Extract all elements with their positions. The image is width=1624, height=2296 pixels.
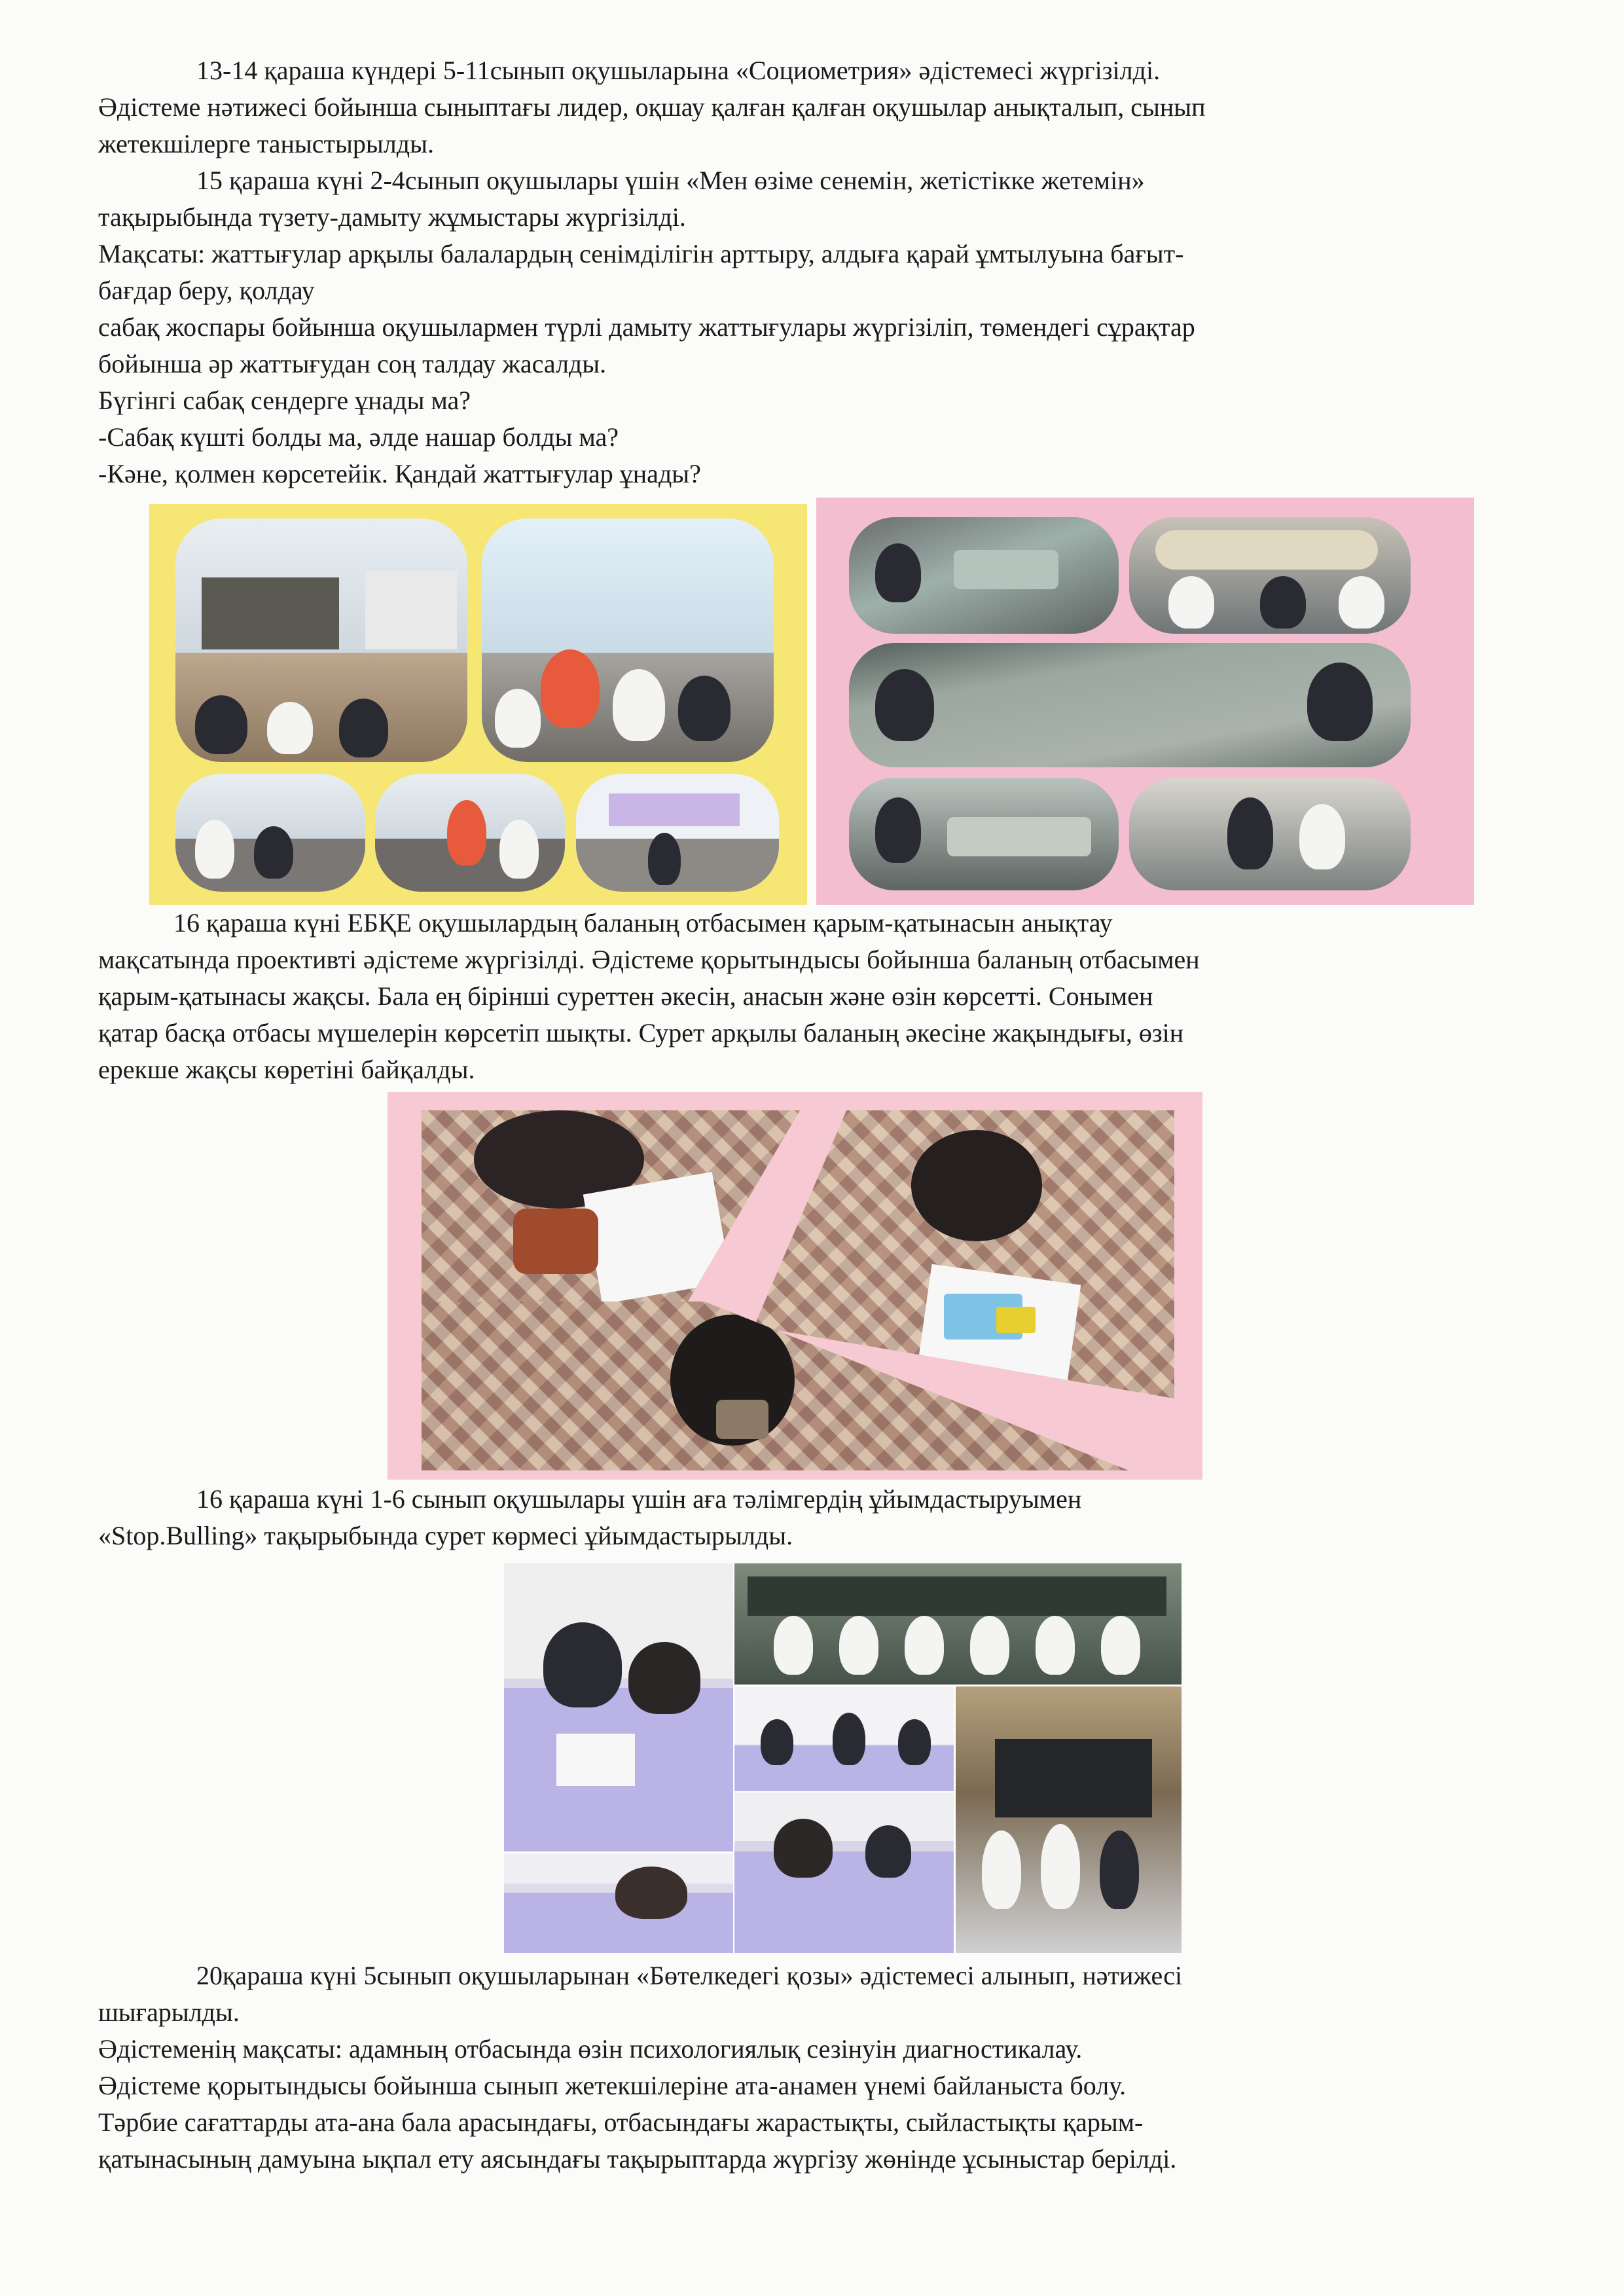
photo-collage-exhibition [504, 1563, 1182, 1953]
paragraph-stop-bulling-line2: «Stop.Bulling» тақырыбында сурет көрмесі ұйымдастырылды. [98, 1521, 793, 1550]
paragraph-plan-line2: бойынша әр жаттығудан соң талдау жасалды. [98, 349, 607, 378]
photo-classroom-3 [175, 774, 365, 892]
photo-game-1 [849, 517, 1119, 634]
photo-drawing-1 [422, 1110, 800, 1304]
paragraph-sociometry-line3: жетекшілерге таныстырылды. [98, 129, 434, 158]
photo-game-2 [1129, 517, 1411, 634]
paragraph-training: 15 қараша күні 2-4сынып оқушылары үшін «Мен өзіме сенемін, жетістікке жетемін» [196, 166, 1145, 195]
paragraph-plan: сабақ жоспары бойынша оқушылармен түрлі дамыту жаттығулары жүргізіліп, төмендегі сұрақтар [98, 312, 1195, 342]
paragraph-projective-line3: қарым-қатынасы жақсы. Бала ең бірінші суреттен әкесін, анасын және өзін көрсетті. Сонымен [98, 981, 1153, 1011]
photo-game-5 [1129, 778, 1411, 890]
photo-classroom-5 [576, 774, 779, 892]
photo-exhibition-3 [734, 1686, 954, 1791]
photo-exhibition-2 [734, 1563, 1182, 1685]
question-2: -Сабақ күшті болды ма, әлде нашар болды ма? [98, 422, 619, 452]
text-block-1 [98, 52, 1479, 492]
paragraph-projective: 16 қараша күні ЕБҚЕ оқушылардың баланың отбасымен қарым-қатынасын анықтау [173, 908, 1113, 938]
photo-collage-classroom [149, 504, 807, 905]
paragraph-method-goal: Әдістеменің мақсаты: адамның отбасында өзін психологиялық сезінуін диагностикалау. [98, 2034, 1083, 2064]
paragraph-method-result: Әдістеме қорытындысы бойынша сынып жетекшілеріне ата-анамен үнемі байланыста болу. [98, 2071, 1127, 2100]
paragraph-sociometry-line2: Әдістеме нәтижесі бойынша сыныптағы лидер, оқшау қалған қалған оқушылар анықталып, сынып [98, 92, 1206, 122]
paragraph-bottle-lamb: 20қараша күні 5сынып оқушыларынан «Бөтелкедегі қозы» әдістемесі алынып, нәтижесі [196, 1961, 1183, 1990]
photo-game-4 [849, 778, 1119, 890]
photo-exhibition-5 [504, 1853, 733, 1953]
photo-collage-drawing [388, 1092, 1202, 1480]
text-block-4 [98, 1958, 1479, 2178]
paragraph-projective-line2: мақсатында проективті әдістеме жүргізілді. Әдістеме қорытындысы бойынша баланың отбасымен [98, 945, 1200, 974]
text-block-3 [98, 1481, 1479, 1554]
photo-collage-game [816, 498, 1474, 905]
question-1: Бүгінгі сабақ сендерге ұнады ма? [98, 386, 471, 415]
paragraph-projective-line4: қатар басқа отбасы мүшелерін көрсетіп шықты. Сурет арқылы баланың әкесіне жақындығы, өзін [98, 1018, 1184, 1048]
photo-exhibition-6 [734, 1793, 954, 1953]
paragraph-sociometry: 13-14 қараша күндері 5-11сынып оқушыларына «Социометрия» әдістемесі жүргізілді. [196, 56, 1161, 85]
photo-exhibition-1 [504, 1563, 733, 1851]
photo-game-3 [849, 643, 1411, 767]
paragraph-bottle-lamb-line2: шығарылды. [98, 1997, 240, 2027]
paragraph-goal: Мақсаты: жаттығулар арқылы балалардың сенімділігін арттыру, алдыға қарай ұмтылуына бағыт- [98, 239, 1184, 268]
question-3: -Кәне, қолмен көрсетейік. Қандай жаттығулар ұнады? [98, 459, 701, 488]
paragraph-stop-bulling: 16 қараша күні 1-6 сынып оқушылары үшін аға тәлімгердің ұйымдастыруымен [196, 1484, 1082, 1514]
paragraph-recommendation: Тәрбие сағаттарды ата-ана бала арасындағы, отбасындағы жарастықты, сыйластықты қарым- [98, 2107, 1144, 2137]
paragraph-projective-line5: ерекше жақсы көретіні байқалды. [98, 1055, 475, 1084]
photo-classroom-2 [482, 519, 774, 762]
text-block-2 [98, 905, 1479, 1088]
paragraph-goal-line2: бағдар беру, қолдау [98, 276, 315, 305]
photo-classroom-1 [175, 519, 467, 762]
photo-exhibition-4 [956, 1686, 1182, 1953]
paragraph-training-line2: тақырыбында түзету-дамыту жұмыстары жүргізілді. [98, 202, 686, 232]
paragraph-recommendation-line2: қатынасының дамуына ықпал ету аясындағы тақырыптарда жүргізу жөнінде ұсыныстар берілді. [98, 2144, 1177, 2174]
photo-classroom-4 [375, 774, 565, 892]
